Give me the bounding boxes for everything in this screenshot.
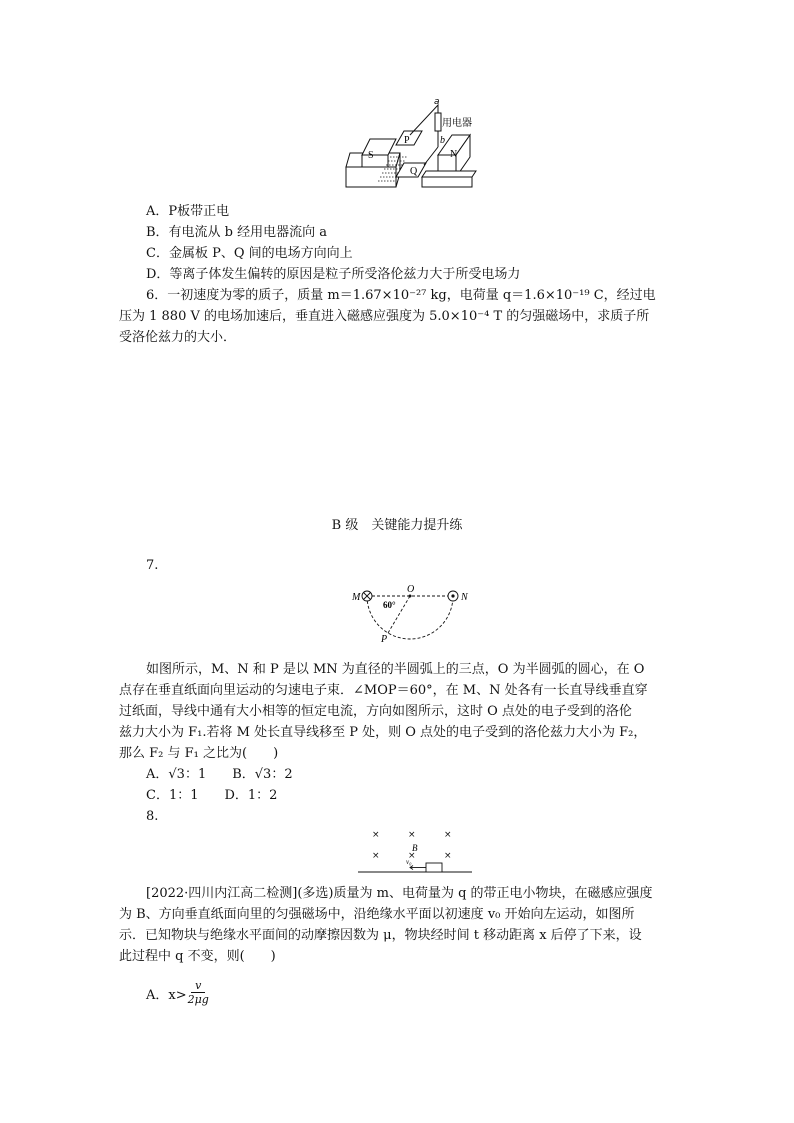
q7-text-line-3: 过纸面，导线中通有大小相等的恒定电流，方向如图所示，这时 O 点处的电子受到的洛伦 [119, 704, 632, 719]
svg-text:×: × [444, 851, 452, 861]
svg-text:×: × [408, 851, 416, 861]
q8-text-line-2: 为 B、方向垂直纸面向里的匀强磁场中，沿绝缘水平面以初速度 v₀ 开始向左运动，如图所 [119, 907, 635, 922]
q7-text-line-4: 兹力大小为 F₁.若将 M 处长直导线移至 P 处，则 O 点处的电子受到的洛伦兹力大小为 F₂， [119, 725, 647, 740]
q8-text-line-3: 示．已知物块与绝缘水平面间的动摩擦因数为 μ，物块经时间 t 移动距离 x 后停了下来，设 [119, 928, 642, 943]
q5-option-b: B．有电流从 b 经用电器流向 a [146, 225, 328, 240]
label-P-point: P [381, 634, 388, 644]
label-O: O [407, 584, 415, 595]
q6-line-1: 6．一初速度为零的质子，质量 m＝1.67×10⁻²⁷ kg，电荷量 q＝1.6×10⁻¹⁹ C，经过电 [146, 288, 656, 303]
q7-text-line-1: 如图所示，M、N 和 P 是以 MN 为直径的半圆弧上的三点，O 为半圆弧的圆心，在 O [146, 662, 645, 677]
section-heading-b: B 级 关键能力提升练 [331, 518, 463, 533]
svg-text:×: × [372, 851, 380, 861]
svg-text:×: × [408, 830, 416, 840]
magnetic-field-figure [350, 825, 480, 875]
q7-text-line-5: 那么 F₂ 与 F₁ 之比为( ) [119, 746, 279, 761]
label-M: M [352, 592, 361, 603]
svg-text:×: × [444, 830, 452, 840]
q8-text-line-1: [2022·四川内江高二检测](多选)质量为 m、电荷量为 q 的带正电小物块，在磁感应强度 [146, 886, 653, 901]
q7-options-row-2: C．1：1 D．1：2 [146, 788, 278, 803]
q7-options-row-1: A．√3：1 B．√3：2 [146, 767, 293, 782]
q6-line-3: 受洛伦兹力的大小． [119, 330, 237, 345]
q8-number: 8. [146, 809, 159, 824]
q6-line-2: 压为 1 880 V 的电场加速后，垂直进入磁感应强度为 5.0×10⁻⁴ T 的匀强磁场中，求质子所 [119, 309, 650, 324]
label-Q: Q [410, 166, 418, 177]
q7-text-line-2: 点存在垂直纸面向里运动的匀速电子束．∠MOP＝60°，在 M、N 处各有一长直导线垂直穿 [119, 683, 648, 698]
label-P: P [404, 135, 410, 146]
label-a: a [434, 97, 440, 107]
q8-option-a-prefix: A．x> [146, 987, 187, 1003]
fraction-denominator: 2μg [187, 993, 209, 1006]
q5-option-a: A．P板带正电 [146, 204, 230, 219]
svg-text:×: × [372, 830, 380, 840]
fraction-numerator: v [191, 979, 205, 993]
label-S: S [368, 150, 374, 161]
angle-label: 60° [383, 600, 396, 610]
q5-option-c: C．金属板 P、Q 间的电场方向向上 [146, 246, 353, 261]
q5-option-d: D．等离子体发生偏转的原因是粒子所受洛伦兹力大于所受电场力 [146, 267, 521, 282]
q7-number: 7. [146, 558, 159, 573]
fraction [188, 979, 209, 1007]
label-B-field: B [412, 843, 418, 853]
semicircle-figure [345, 582, 475, 644]
label-device: 用电器 [442, 118, 472, 129]
label-N: N [450, 149, 458, 160]
generator-figure [340, 95, 490, 195]
label-N-wire: N [461, 592, 468, 603]
q8-option-a [146, 976, 209, 1010]
label-v0: v₀ [406, 858, 412, 866]
q8-text-line-4: 此过程中 q 不变，则( ) [119, 949, 276, 964]
label-b: b [440, 135, 445, 146]
